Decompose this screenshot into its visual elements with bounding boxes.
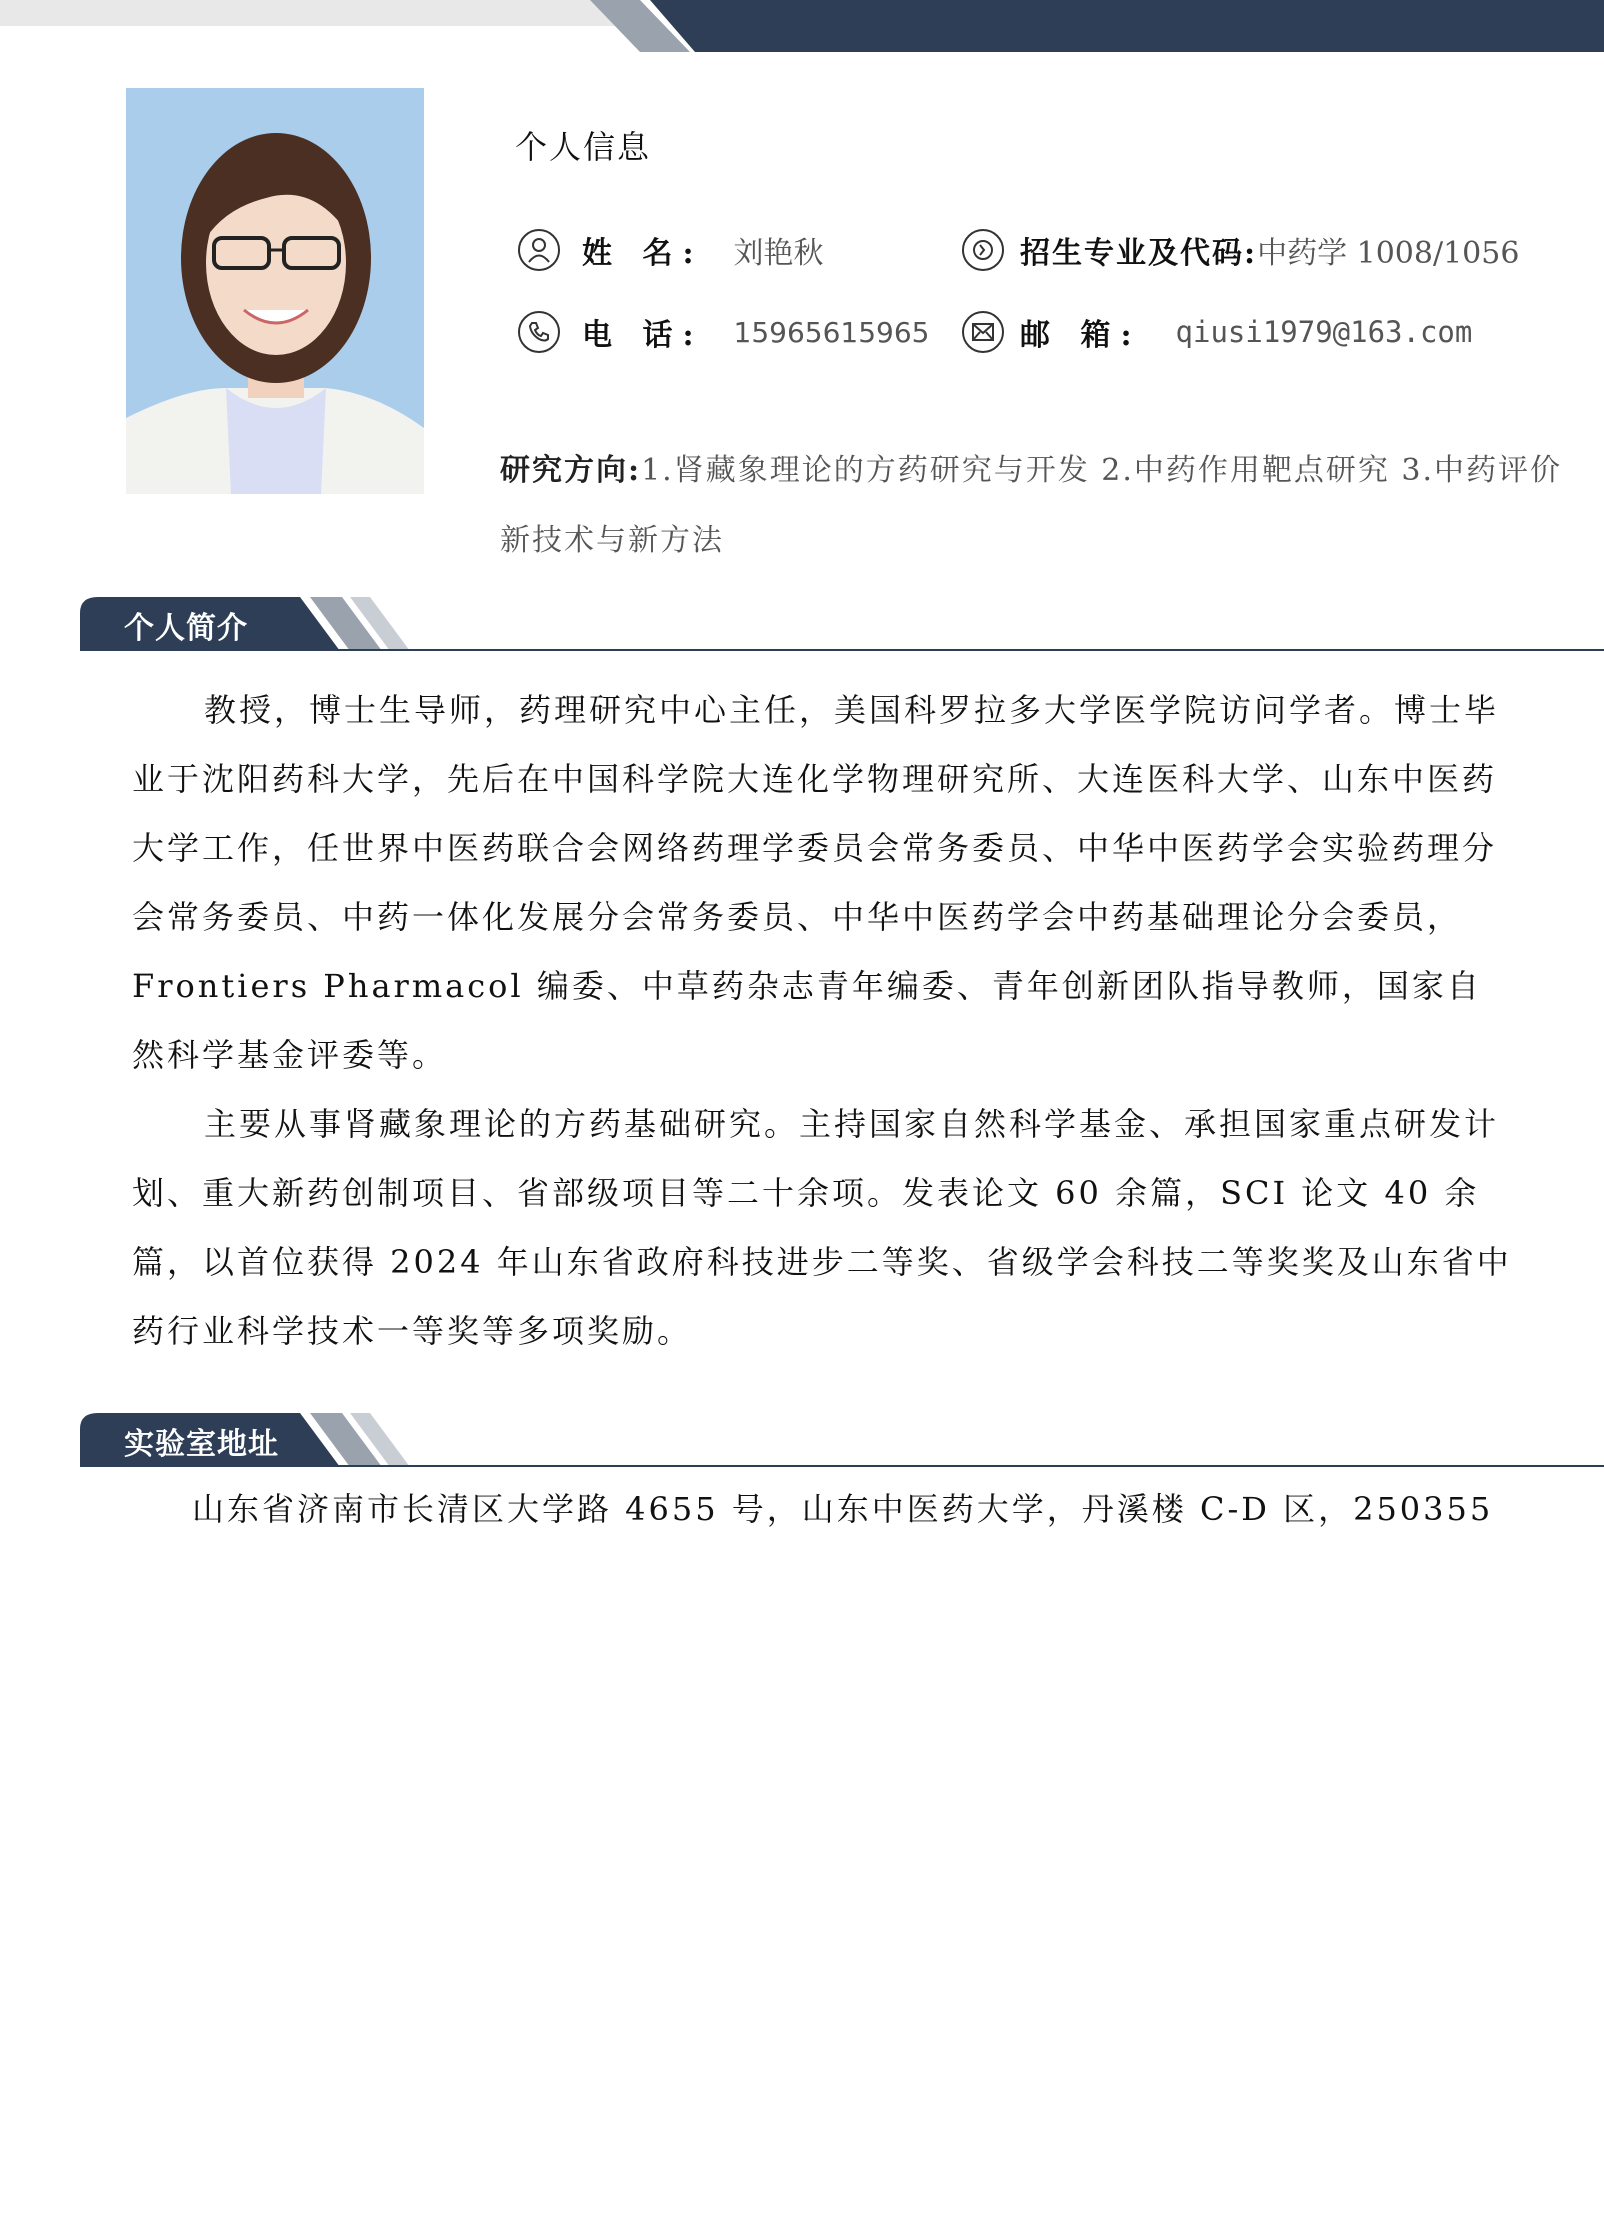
profile-photo [126, 88, 424, 494]
bio-text [132, 676, 1514, 1366]
name-label: 姓 名: [582, 236, 704, 271]
major-value: 中药学 1008/1056 [1257, 236, 1520, 271]
major-row [962, 228, 1519, 272]
personal-info-title: 个人信息 [515, 128, 652, 166]
phone-icon [518, 311, 560, 353]
email-row [962, 310, 1472, 354]
research-direction [500, 436, 1590, 576]
research-label: 研究方向: [500, 453, 642, 488]
major-label: 招生专业及代码: [1020, 236, 1258, 271]
code-icon [962, 229, 1004, 271]
bio-section-title: 个人简介 [124, 611, 248, 646]
top-banner [0, 0, 1604, 52]
phone-label: 电 话: [582, 318, 704, 353]
email-value[interactable]: qiusi1979@163.com [1175, 315, 1473, 349]
name-value: 刘艳秋 [733, 236, 824, 271]
lab-address: 山东省济南市长清区大学路 4655 号，山东中医药大学，丹溪楼 C-D 区，250355 [192, 1490, 1494, 1528]
mail-icon [962, 311, 1004, 353]
person-icon [518, 229, 560, 271]
email-label: 邮 箱: [1020, 318, 1142, 353]
phone-value: 15965615965 [733, 315, 930, 349]
bio-paragraph-2: 主要从事肾藏象理论的方药基础研究。主持国家自然科学基金、承担国家重点研发计划、重大新药创制项目、省部级项目等二十余项。发表论文 60 余篇，SCI 论文 40 余篇，以首位获得 2024 年山东省政府科技进步二等奖、省级学会科技二等奖奖及山东省中药行业科学技术一等奖等多项奖励。 [132, 1105, 1512, 1350]
phone-row [518, 310, 930, 354]
bio-section-header [80, 597, 1604, 653]
bio-paragraph-1: 教授，博士生导师，药理研究中心主任，美国科罗拉多大学医学院访问学者。博士毕业于沈阳药科大学，先后在中国科学院大连化学物理研究所、大连医科大学、山东中医药大学工作，任世界中医药联合会网络药理学委员会常务委员、中华中医药学会实验药理分会常务委员、中药一体化发展分会常务委员、中华中医药学会中药基础理论分会委员，Frontiers Pharmacol 编委、中草药杂志青年编委、青年创新团队指导教师，国家自然科学基金评委等。 [132, 691, 1500, 1074]
lab-section-title: 实验室地址 [124, 1427, 279, 1462]
name-row [518, 228, 824, 272]
research-text: 1.肾藏象理论的方药研究与开发 2.中药作用靶点研究 3.中药评价新技术与新方法 [500, 453, 1563, 558]
lab-section-header [80, 1413, 1604, 1469]
